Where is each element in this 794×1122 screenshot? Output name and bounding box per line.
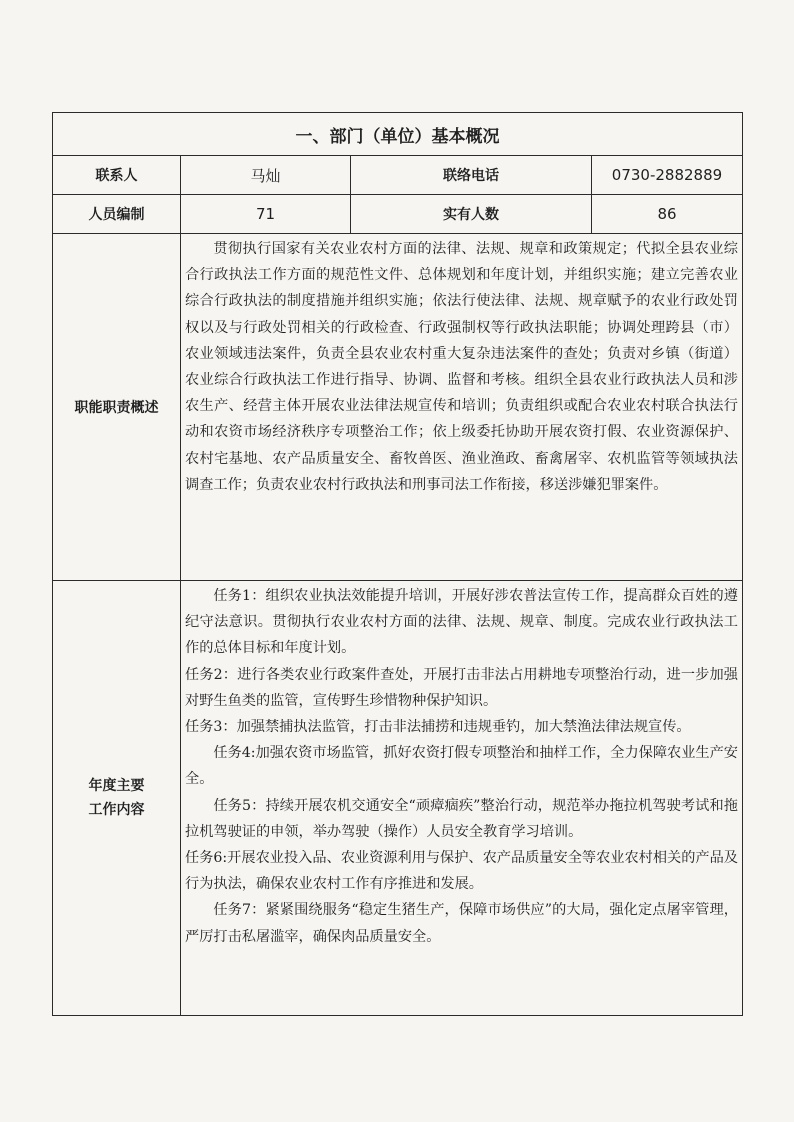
task-5: 任务5：持续开展农机交通安全“顽瘴痼疾”整治行动，规范举办拖拉机驾驶考试和拖拉机驾驶证的申领，举办驾驶（操作）人员安全教育学习培训。 [185, 797, 738, 840]
task-1: 任务1：组织农业执法效能提升培训，开展好涉农普法宣传工作，提高群众百姓的遵纪守法意识。贯彻执行农业农村方面的法律、法规、规章、制度。完成农业行政执法工作的总体目标和年度计划。 [185, 588, 738, 657]
section-title: 一、部门（单位）基本概况 [53, 113, 743, 156]
phone-value: 0730-2882889 [592, 156, 743, 195]
annual-work-row [53, 581, 743, 1016]
annual-work-tasks [181, 581, 743, 1016]
duties-row [53, 234, 743, 581]
phone-label: 联络电话 [351, 156, 592, 195]
contact-row [53, 156, 743, 195]
contact-label: 联系人 [53, 156, 181, 195]
contact-value: 马灿 [181, 156, 351, 195]
annual-work-label-line1: 年度主要 [88, 778, 145, 794]
annual-work-label [53, 581, 181, 1016]
quota-label: 人员编制 [53, 195, 181, 234]
quota-value: 71 [181, 195, 351, 234]
task-2: 任务2：进行各类农业行政案件查处，开展打击非法占用耕地专项整治行动，进一步加强对野生鱼类的监管，宣传野生珍惜物种保护知识。 [185, 666, 738, 709]
annual-work-label-line2: 工作内容 [88, 802, 145, 818]
basic-info-table [52, 112, 743, 1016]
task-4: 任务4:加强农资市场监管，抓好农资打假专项整治和抽样工作，全力保障农业生产安全。 [185, 745, 738, 788]
actual-label: 实有人数 [351, 195, 592, 234]
staffing-row [53, 195, 743, 234]
task-6: 任务6:开展农业投入品、农业资源利用与保护、农产品质量安全等农业农村相关的产品及行为执法，确保农业农村工作有序推进和发展。 [185, 850, 738, 893]
duties-label: 职能职责概述 [53, 234, 181, 581]
task-3: 任务3：加强禁捕执法监管，打击非法捕捞和违规垂钓，加大禁渔法律法规宣传。 [185, 719, 691, 736]
duties-text: 贯彻执行国家有关农业农村方面的法律、法规、规章和政策规定；代拟全县农业综合行政执法工作方面的规范性文件、总体规划和年度计划，并组织实施；建立完善农业综合行政执法的制度措施并组织实施；依法行使法律、法规、规章赋予的农业行政处罚权以及与行政处罚相关的行政检查、行政强制权等行政执法职能；协调处理跨县（市）农业领域违法案件，负责全县农业农村重大复杂违法案件的查处；负责对乡镇（街道）农业综合行政执法工作进行指导、协调、监督和考核。组织全县农业行政执法人员和涉农生产、经营主体开展农业法律法规宣传和培训；负责组织或配合农业农村联合执法行动和农资市场经济秩序专项整治工作；依上级委托协助开展农资打假、农业资源保护、农村宅基地、农产品质量安全、畜牧兽医、渔业渔政、畜禽屠宰、农机监管等领域执法调查工作；负责农业农村行政执法和刑事司法工作衔接，移送涉嫌犯罪案件。 [181, 234, 743, 581]
task-7: 任务7：紧紧围绕服务“稳定生猪生产，保障市场供应”的大局，强化定点屠宰管理，严厉打击私屠滥宰，确保肉品质量安全。 [185, 902, 738, 945]
actual-value: 86 [592, 195, 743, 234]
